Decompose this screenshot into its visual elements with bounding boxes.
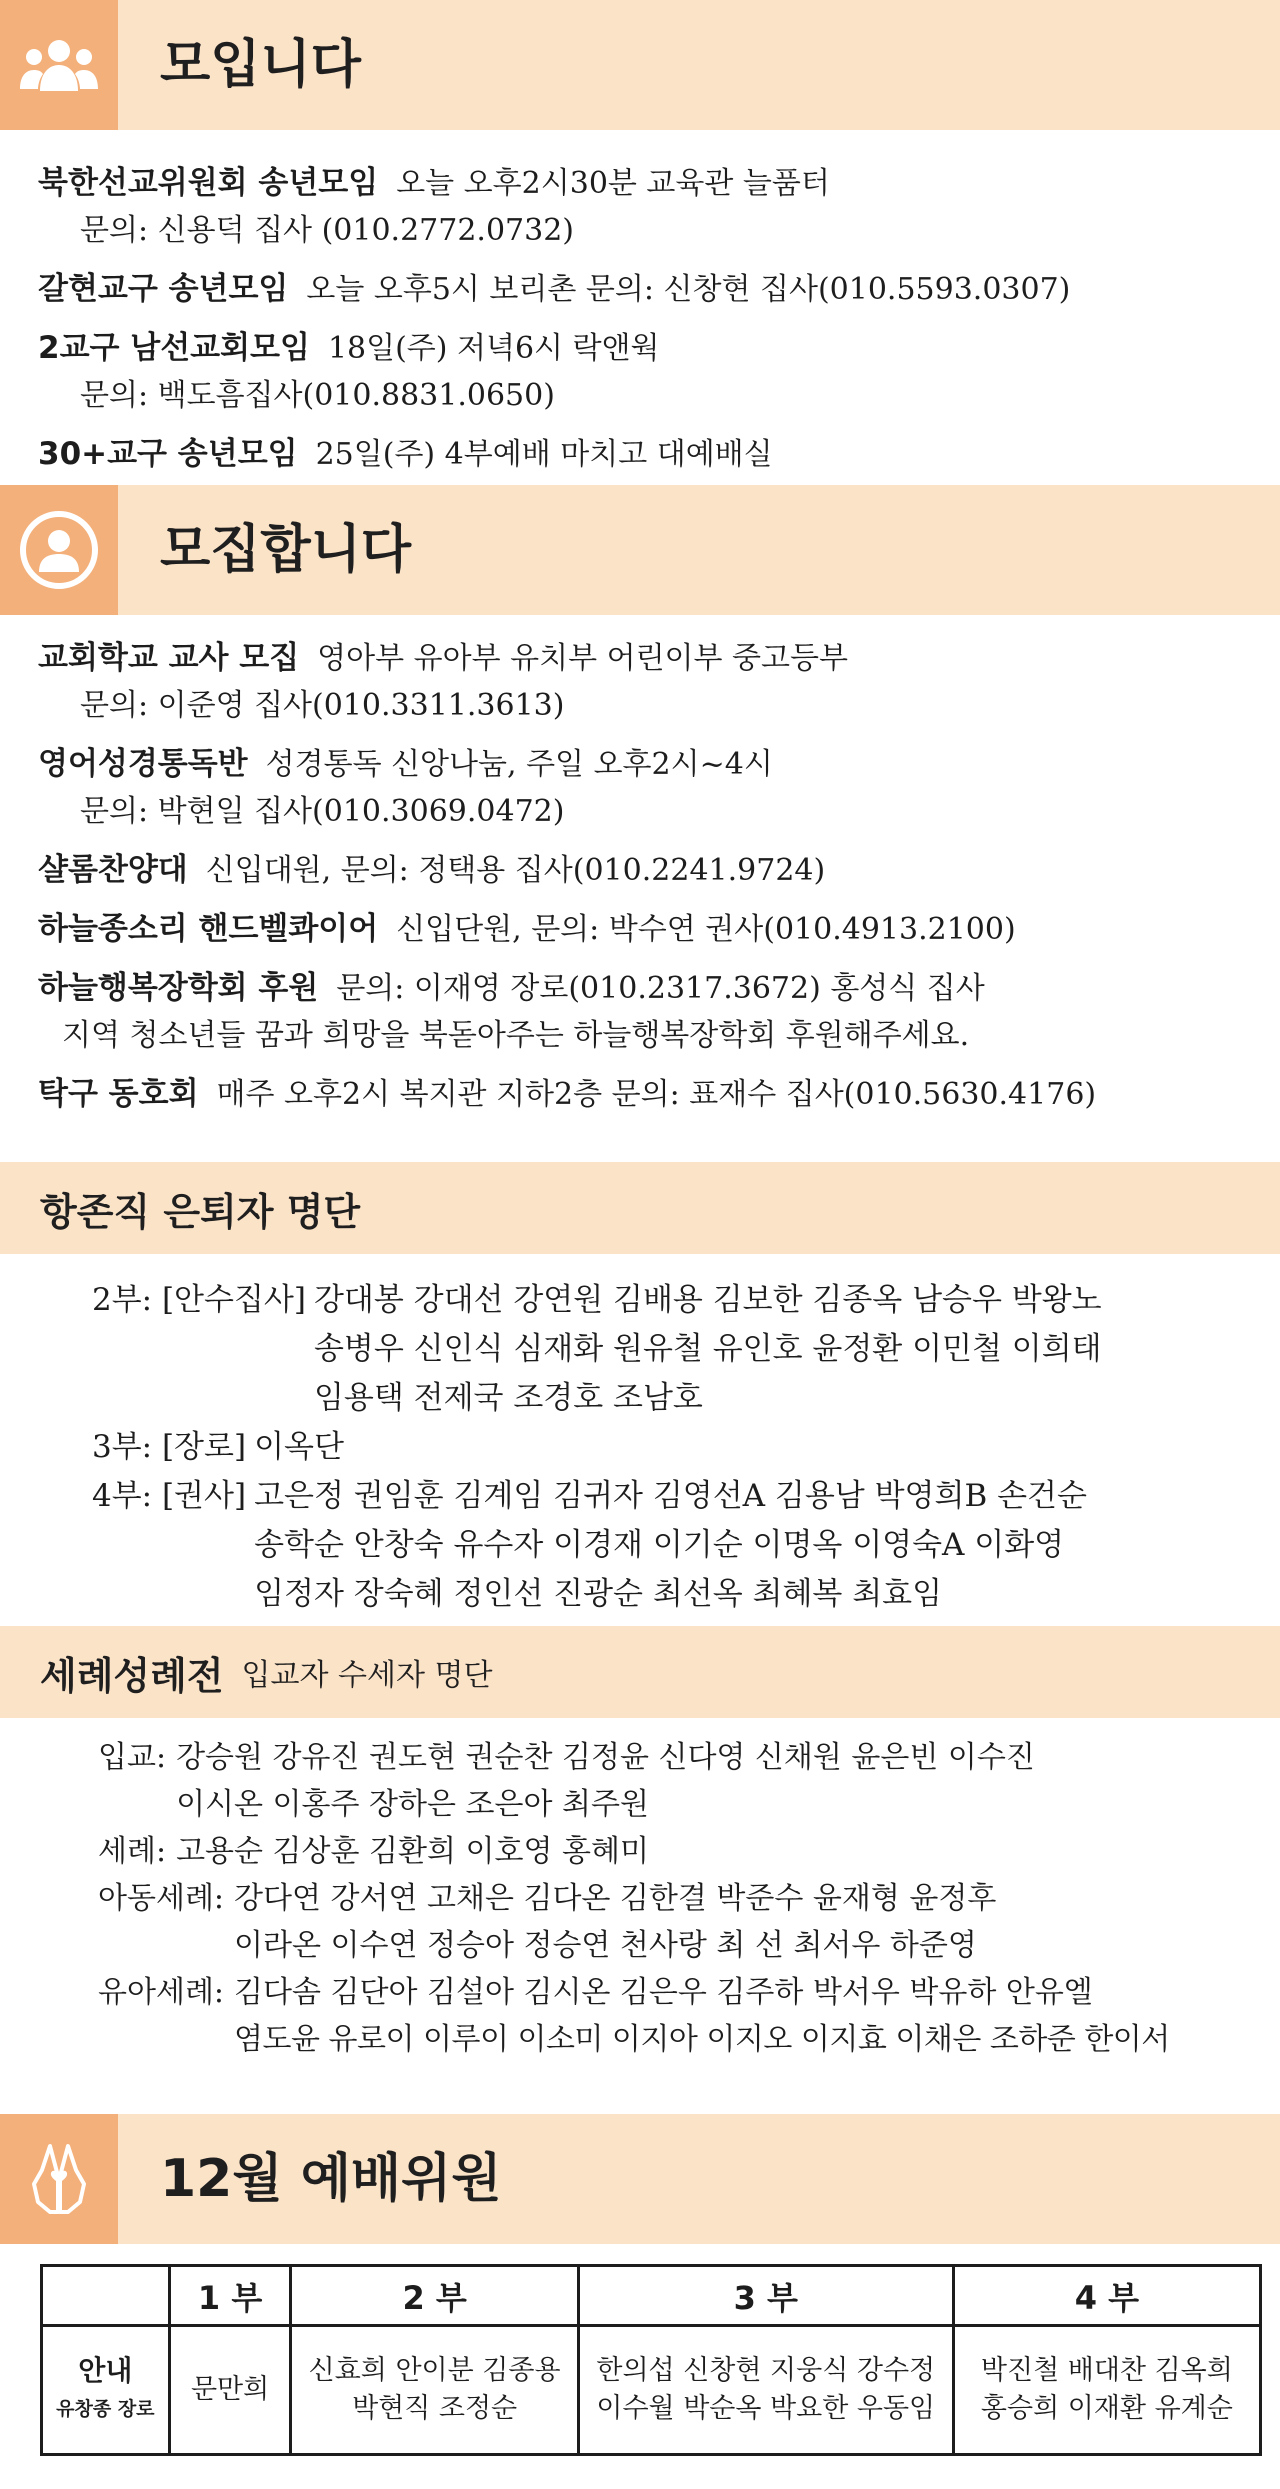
item-detail: 매주 오후2시 복지관 지하2층 문의: 표재수 집사(010.5630.4176) [216,1077,1097,1112]
item-name: 30+교구 송년모임 [38,436,298,472]
list-item [38,906,1280,953]
baptism-title: 세례성례전 [40,1653,224,1698]
list-item [38,965,1280,1059]
list-item [38,160,1280,254]
role-label: 안내 [78,2354,133,2387]
list-item [38,847,1280,894]
baptism-row [0,1734,1280,1828]
item-name: 영어성경통독반 [38,746,248,782]
row-names: 고용순 김상훈 김환희 이호영 홍혜미 [176,1834,649,1869]
retired-row [0,1472,1280,1619]
row-names: 고은정 권임훈 김계임 김귀자 김영선A 김용남 박영희B 손건순 [254,1478,1087,1514]
praying-hands-icon [0,2114,118,2244]
row-names: 강다연 강서연 고채은 김다온 김한결 박준수 윤재형 윤정후 [234,1881,997,1916]
cell-line: 박진철 배대찬 김옥희 [980,2355,1233,2386]
row-label: 4부: [권사] [92,1478,247,1514]
baptism-row [0,1828,1280,1875]
item-detail: 문의: 이재영 장로(010.2317.3672) 홍성식 집사 [336,971,985,1006]
gathering-title: 모입니다 [160,35,361,95]
baptism-row [0,1875,1280,1969]
item-name: 교회학교 교사 모집 [38,640,300,676]
item-detail: 영아부 유아부 유치부 어린이부 중고등부 [317,641,848,676]
role-cell [42,2326,170,2455]
item-contact: 문의: 이준영 집사(010.3311.3613) [80,688,565,723]
row-names: 임정자 장숙혜 정인선 진광순 최선옥 최혜복 최효임 [254,1576,943,1612]
row-names: 송병우 신인식 심재화 원유철 유인호 윤정환 이민철 이희태 [313,1331,1102,1367]
item-detail: 오늘 오후2시30분 교육관 늘품터 [396,166,830,201]
baptism-header [0,1626,1280,1718]
role-leader: 유창종 장로 [56,2398,155,2420]
retired-header [0,1162,1280,1254]
item-name: 하늘종소리 핸드벨콰이어 [38,911,379,947]
recruit-header [0,485,1280,615]
gathering-header [0,0,1280,130]
table-cell [169,2326,291,2455]
item-note: 지역 청소년들 꿈과 희망을 북돋아주는 하늘행복장학회 후원해주세요. [62,1018,970,1053]
item-detail: 성경통독 신앙나눔, 주일 오후2시~4시 [265,747,773,782]
row-names: 이시온 이홍주 장하은 조은아 최주원 [176,1787,649,1822]
item-detail: 25일(주) 4부예배 마치고 대예배실 [315,437,773,472]
item-name: 북한선교위원회 송년모임 [38,165,379,201]
item-detail: 오늘 오후5시 보리촌 문의: 신창현 집사(010.5593.0307) [306,272,1071,307]
row-label: 유아세례: [98,1975,225,2010]
row-label: 3부: [장로] [92,1429,247,1465]
table-cell [578,2326,953,2455]
item-contact: 문의: 신용덕 집사 (010.2772.0732) [80,213,575,248]
worship-header [0,2114,1280,2244]
cell-line: 박현직 조정순 [352,2393,518,2424]
baptism-note: 입교자 수세자 명단 [241,1658,493,1693]
recruit-title: 모집합니다 [160,520,412,580]
list-item [38,741,1280,835]
column-header: 3 부 [578,2266,953,2326]
row-label: 아동세례: [98,1881,225,1916]
item-name: 하늘행복장학회 후원 [38,970,319,1006]
recruit-list [0,615,1280,1162]
item-name: 탁구 동호회 [38,1076,199,1112]
item-contact: 문의: 박현일 집사(010.3069.0472) [80,794,565,829]
table-cell [291,2326,578,2455]
column-header: 1 부 [169,2266,291,2326]
row-names: 강승원 강유진 권도현 권순찬 김정윤 신다영 신채원 윤은빈 이수진 [176,1740,1035,1775]
column-header: 2 부 [291,2266,578,2326]
list-item [38,431,1280,478]
item-name: 샬롬찬양대 [38,852,188,888]
person-circle-icon [0,485,118,615]
retired-title: 항존직 은퇴자 명단 [40,1189,361,1234]
cell-line: 신효희 안이분 김종용 [308,2355,561,2386]
column-header [42,2266,170,2326]
cell-line: 홍승희 이재환 유계순 [980,2393,1233,2424]
row-names: 염도윤 유로이 이루이 이소미 이지아 이지오 이지효 이채은 조하준 한이서 [234,2022,1170,2057]
retired-list [0,1254,1280,1626]
row-names: 임용택 전제국 조경호 조남호 [313,1380,703,1416]
baptism-row [0,1969,1280,2063]
row-label: 세례: [98,1834,167,1869]
item-detail: 18일(주) 저녁6시 락앤웍 [327,331,660,366]
item-contact: 문의: 백도흠집사(010.8831.0650) [80,378,555,413]
worship-table-wrap [0,2244,1280,2456]
row-names: 이옥단 [254,1429,344,1465]
row-names: 송학순 안창숙 유수자 이경재 이기순 이명옥 이영숙A 이화영 [254,1527,1065,1563]
list-item [38,325,1280,419]
row-names: 김다솜 김단아 김설아 김시온 김은우 김주하 박서우 박유하 안유엘 [234,1975,1093,2010]
row-names: 강대봉 강대선 강연원 김배용 김보한 김종옥 남승우 박왕노 [313,1282,1102,1318]
column-header: 4 부 [953,2266,1260,2326]
list-item [38,266,1280,313]
item-detail: 신입대원, 문의: 정택용 집사(010.2241.9724) [205,853,826,888]
row-names: 이라온 이수연 정승아 정승연 천사랑 최 선 최서우 하준영 [234,1928,977,1963]
retired-row [0,1276,1280,1423]
cell-line: 이수월 박순옥 박요한 우동임 [596,2393,936,2424]
row-label: 입교: [98,1740,167,1775]
group-people-icon [0,0,118,130]
list-item [38,635,1280,729]
list-item [38,1071,1280,1118]
worship-table [40,2264,1262,2456]
row-label: 2부: [안수집사] [92,1282,306,1318]
retired-row [0,1423,1280,1472]
gathering-list [0,130,1280,485]
item-name: 갈현교구 송년모임 [38,271,289,307]
baptism-list [0,1718,1280,2114]
item-detail: 신입단원, 문의: 박수연 권사(010.4913.2100) [396,912,1016,947]
table-row [42,2326,1261,2455]
worship-title: 12월 예배위원 [160,2149,502,2209]
cell-line: 한의섭 신창현 지웅식 강수정 [596,2355,936,2386]
item-name: 2교구 남선교회모임 [38,330,310,366]
table-cell [953,2326,1260,2455]
table-header-row [42,2266,1261,2326]
cell-line: 문만희 [190,2374,270,2405]
